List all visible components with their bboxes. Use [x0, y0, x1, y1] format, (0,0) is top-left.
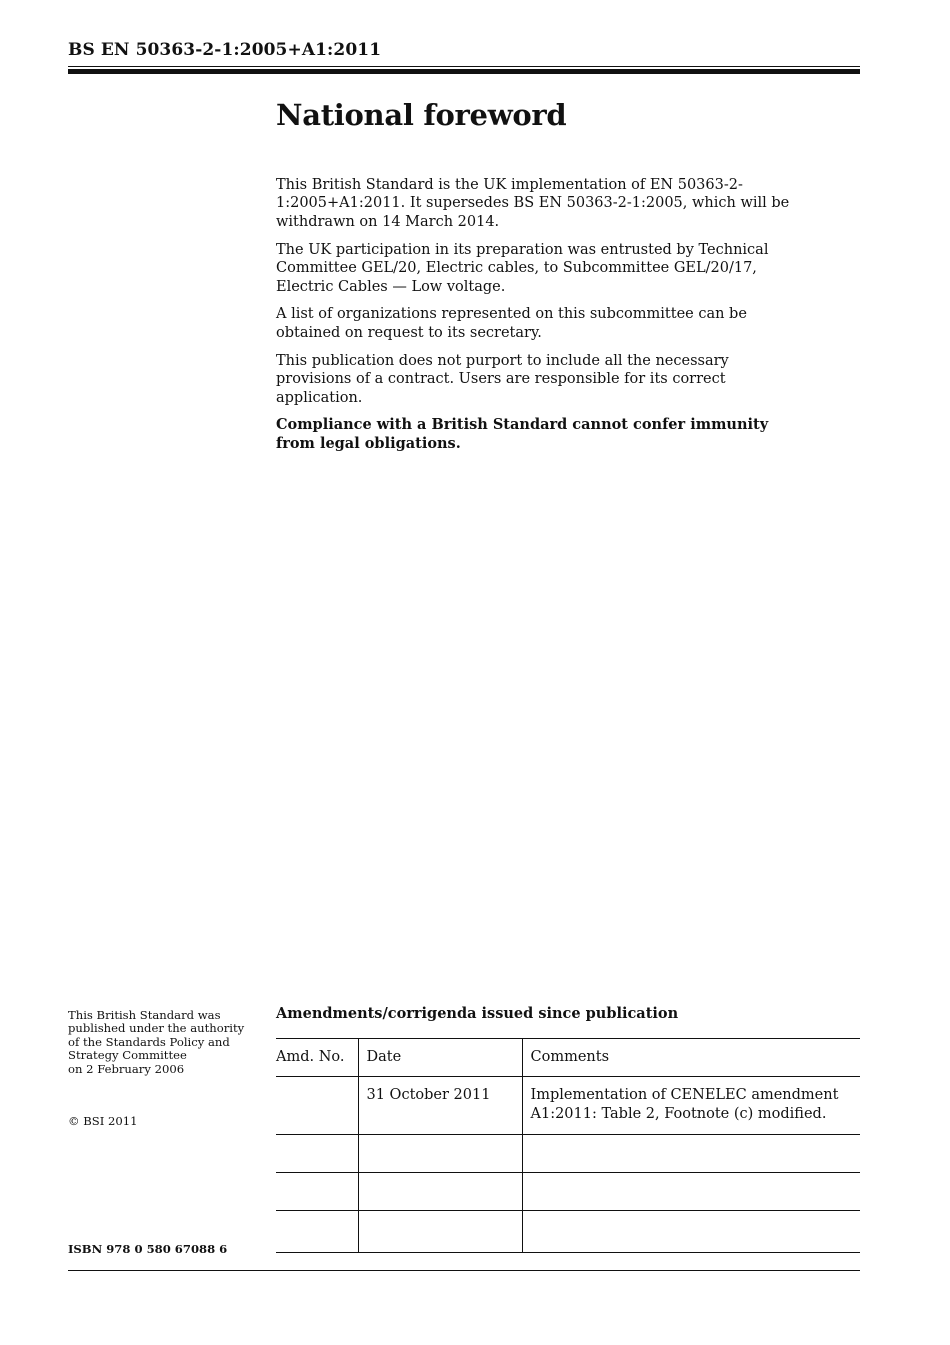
amd-no-cell: [276, 1211, 358, 1253]
foreword-body: [276, 176, 806, 463]
copyright-notice: © BSI 2011: [68, 1114, 138, 1128]
column-header-amd-no: Amd. No.: [276, 1039, 358, 1077]
foreword-paragraph-organizations: A list of organizations represented on this subcommittee can be obtained on request to its secretary.: [276, 306, 747, 341]
page-title: National foreword: [276, 98, 567, 132]
header-rule-thick: [68, 69, 860, 74]
comments-cell: [522, 1077, 860, 1135]
publication-note-line: This British Standard was: [68, 1008, 221, 1022]
amendments-heading: Amendments/corrigenda issued since publication: [276, 1005, 679, 1022]
comments-line: A1:2011: Table 2, Footnote (c) modified.: [530, 1105, 827, 1122]
table-header-row: [276, 1039, 860, 1077]
publication-note: [68, 1009, 263, 1076]
publication-note-line: published under the authority: [68, 1021, 245, 1036]
publication-note-line: Strategy Committee: [68, 1048, 187, 1063]
date-cell: [358, 1135, 522, 1173]
table-row: [276, 1077, 860, 1135]
amendments-table: [276, 1038, 860, 1253]
date-cell: 31 October 2011: [358, 1077, 522, 1135]
comments-cell: [522, 1135, 860, 1173]
column-header-comments: Comments: [522, 1039, 860, 1077]
header-rule-thin: [68, 66, 860, 67]
foreword-paragraph-participation: The UK participation in its preparation was entrusted by Technical Committee GEL/20, Electric cables, to Subcommittee GEL/20/17, Electric Cables — Low voltage.: [276, 241, 769, 295]
foreword-paragraph-contract: This publication does not purport to include all the necessary provisions of a contract. Users are responsible for its correct application.: [276, 352, 729, 406]
amd-no-cell: [276, 1135, 358, 1173]
comments-line: Implementation of CENELEC amendment: [530, 1087, 839, 1104]
column-header-date: Date: [358, 1039, 522, 1077]
amd-no-cell: [276, 1173, 358, 1211]
table-row-empty: [276, 1135, 860, 1173]
publication-note-line: of the Standards Policy and: [68, 1034, 230, 1049]
table-row-empty: [276, 1211, 860, 1253]
footer-rule: [68, 1270, 860, 1271]
standard-number-header: BS EN 50363-2-1:2005+A1:2011: [68, 40, 382, 60]
amd-no-cell: [276, 1077, 358, 1135]
table-row-empty: [276, 1173, 860, 1211]
compliance-notice: Compliance with a British Standard cannot confer immunity from legal obligations.: [276, 416, 769, 452]
publication-note-line: on 2 February 2006: [68, 1061, 185, 1076]
date-cell: [358, 1173, 522, 1211]
foreword-paragraph-implementation: This British Standard is the UK implementation of EN 50363-2-1:2005+A1:2011. It supersedes BS EN 50363-2-1:2005, which will be withdrawn on 14 March 2014.: [276, 177, 790, 230]
comments-cell: [522, 1173, 860, 1211]
date-cell: [358, 1211, 522, 1253]
comments-cell: [522, 1211, 860, 1253]
isbn: ISBN 978 0 580 67088 6: [68, 1242, 228, 1256]
